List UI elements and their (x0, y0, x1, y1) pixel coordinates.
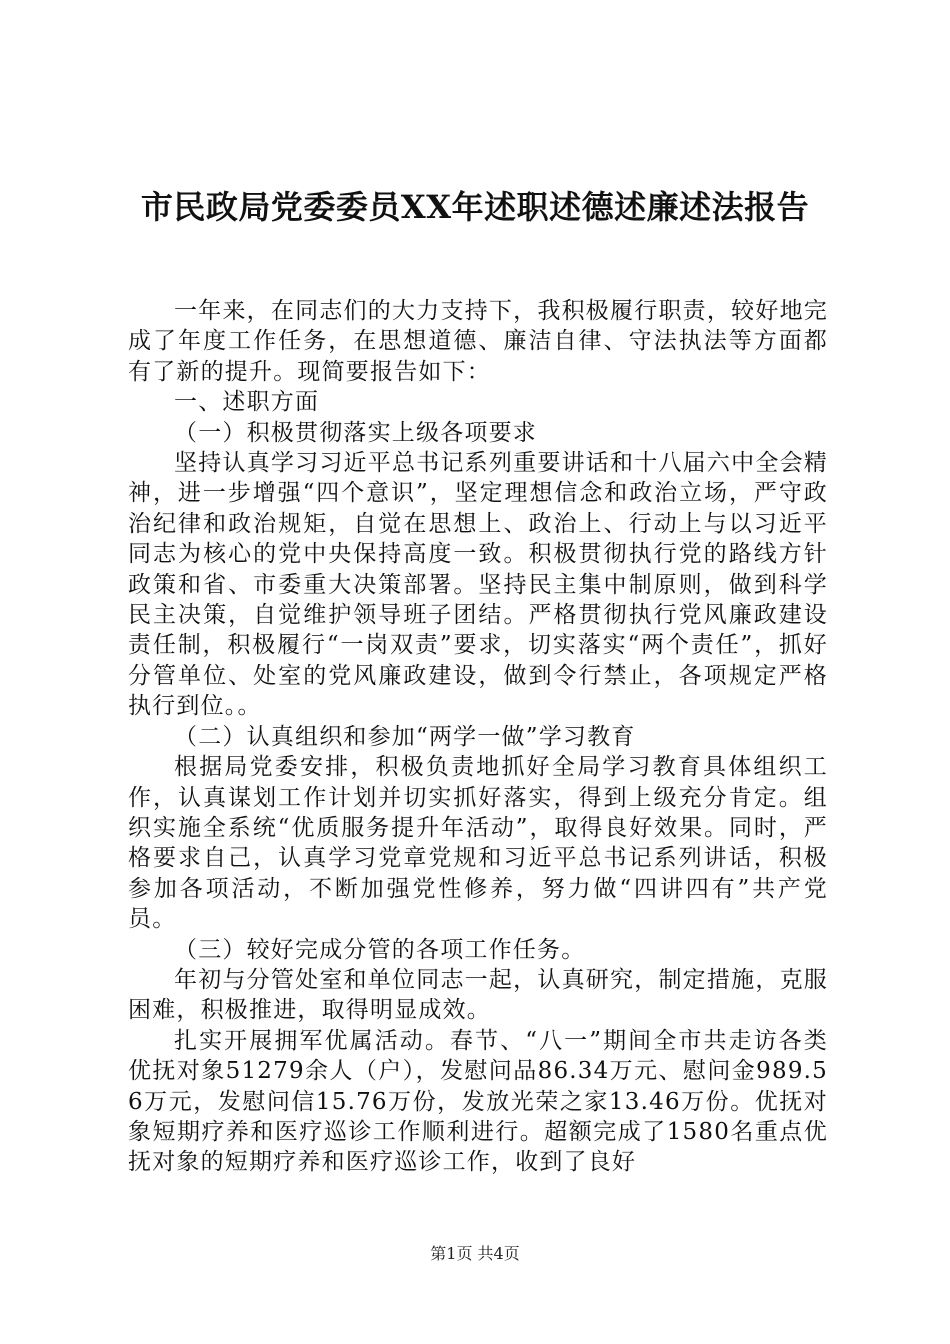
page-number-footer: 第1页 共4页 (430, 1244, 520, 1263)
subsection-heading-1: （一）积极贯彻落实上级各项要求 (174, 419, 537, 446)
body-paragraph-1: 坚持认真学习习近平总书记系列重要讲话和十八届六中全会精神，进一步增强“四个意识”，坚定理想信念和政治立场，严守政治纪律和政治规矩，自觉在思想上、政治上、行动上与以习近平同志为核心的党中央保持高度一致。积极贯彻执行党的路线方针政策和省、市委重大决策部署。坚持民主集中制原则，做到科学民主决策，自觉维护领导班子团结。严格贯彻执行党风廉政建设责任制，积极履行“一岗双责”要求，切实落实“两个责任”，抓好分管单位、处室的党风廉政建设，做到令行禁止，各项规定严格执行到位。。 (128, 450, 828, 720)
document-title: 市民政局党委委员XX年述职述德述廉述法报告 (140, 188, 810, 227)
body-paragraph-4: 扎实开展拥军优属活动。春节、“八一”期间全市共走访各类优抚对象51279余人（户），发慰问品86.34万元、慰问金989.56万元，发慰问信15.76万份，发放光荣之家13.46万份。优抚对象短期疗养和医疗巡诊工作顺利进行。超额完成了1580名重点优抚对象的短期疗养和医疗巡诊工作，收到了良好 (128, 1027, 828, 1176)
subsection-heading-3: （三）较好完成分管的各项工作任务。 (174, 936, 586, 963)
body-paragraph-3: 年初与分管处室和单位同志一起，认真研究，制定措施，克服困难，积极推进，取得明显成效。 (128, 966, 828, 1024)
subsection-heading-2: （二）认真组织和参加“两学一做”学习教育 (174, 723, 636, 750)
body-paragraph-2: 根据局党委安排，积极负责地抓好全局学习教育具体组织工作，认真谋划工作计划并切实抓好落实，得到上级充分肯定。组织实施全系统“优质服务提升年活动”，取得良好效果。同时，严格要求自己，认真学习党章党规和习近平总书记系列讲话，积极参加各项活动，不断加强党性修养，努力做“四讲四有”共产党员。 (128, 754, 828, 933)
intro-paragraph: 一年来，在同志们的大力支持下，我积极履行职责，较好地完成了年度工作任务，在思想道德、廉洁自律、守法执法等方面都有了新的提升。现简要报告如下： (128, 298, 828, 385)
section-heading-duty: 一、述职方面 (174, 389, 320, 416)
document-body (128, 296, 828, 1178)
